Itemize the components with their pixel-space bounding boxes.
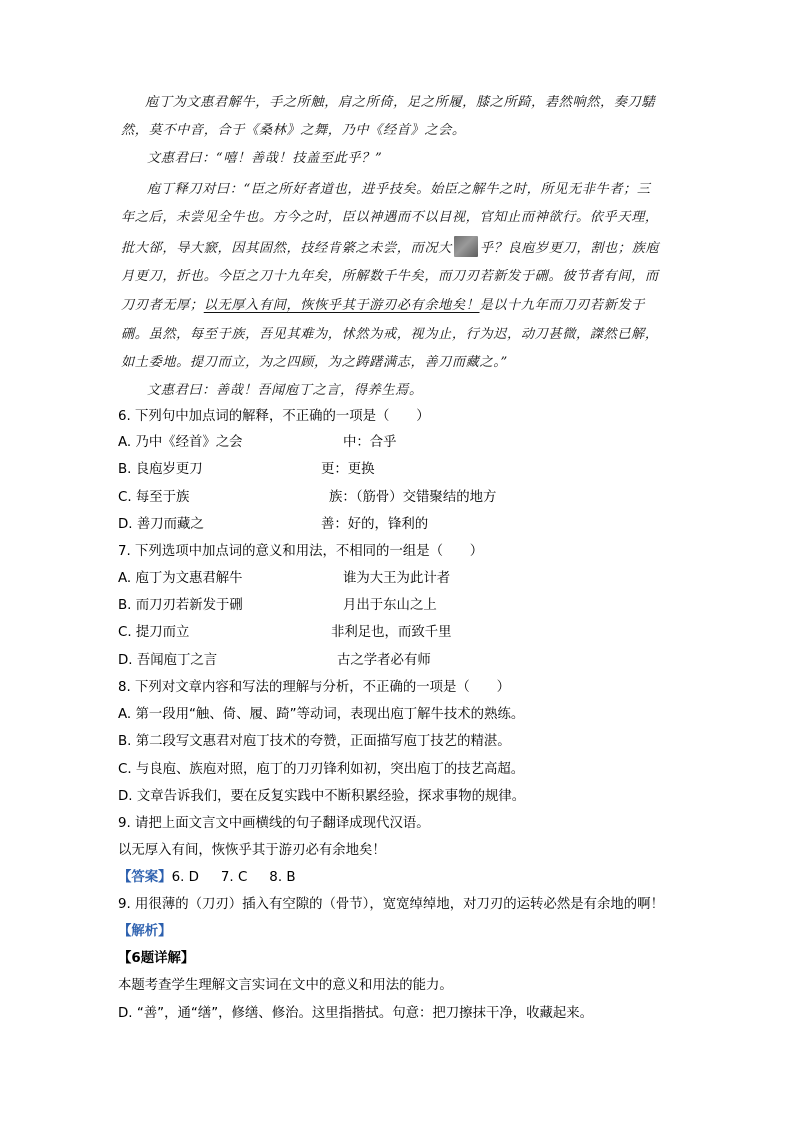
q6-option-d: D. 善刀而藏之 <box>118 517 204 532</box>
q6-option-b-gloss: 更：更换 <box>321 462 375 477</box>
question-8: 8. 下列对文章内容和写法的理解与分析，不正确的一项是（ ） <box>118 680 510 695</box>
q7-option-b: B. 而刀刃若新发于硎 <box>118 598 243 613</box>
question-9: 9. 请把上面文言文中画横线的句子翻译成现代汉语。 <box>118 816 430 831</box>
q7-option-c: C. 提刀而立 <box>118 625 190 640</box>
q8-option-b: B. 第二段写文惠君对庖丁技术的夸赞，正面描写庖丁技艺的精湛。 <box>118 734 511 749</box>
passage-line-10: 如土委地。提刀而立，为之四顾，为之踌躇满志，善刀而藏之。” <box>121 355 508 370</box>
q6-option-a: A. 乃中《经首》之会 <box>118 435 243 450</box>
analysis-label: 【解析】 <box>118 924 172 939</box>
analysis-line-2: D. “善”，通“缮”，修缮、修治。这里指揩拭。句意：把刀擦抹干净，收藏起来。 <box>118 1006 594 1021</box>
answer-6: 6. D <box>171 870 199 885</box>
q6-option-a-gloss: 中：合乎 <box>343 435 397 450</box>
q6-option-d-gloss: 善：好的，锋利的 <box>321 517 429 532</box>
q7-option-a: A. 庖丁为文惠君解牛 <box>118 571 243 586</box>
q6-option-c-gloss: 族：（筋骨）交错聚结的地方 <box>329 490 497 505</box>
answer-label: 【答案】 <box>118 870 172 885</box>
q8-option-c: C. 与良庖、族庖对照，庖丁的刀刃锋利如初，突出庖丁的技艺高超。 <box>118 762 525 777</box>
passage-line-8-b: 是以十九年而刀刃若新发于 <box>479 298 645 313</box>
q7-option-d-right: 古之学者必有师 <box>337 653 431 668</box>
q6-option-c: C. 每至于族 <box>118 490 190 505</box>
passage-line-4: 庖丁释刀对曰：“臣之所好者道也，进乎技矣。始臣之解牛之时，所见无非牛者；三 <box>147 182 651 197</box>
passage-line-5: 年之后，未尝见全牛也。方今之时，臣以神遇而不以目视，官知止而神欲行。依乎天理， <box>121 210 659 225</box>
q8-option-a: A. 第一段用“触、倚、履、踦”等动词，表现出庖丁解牛技术的熟练。 <box>118 707 525 722</box>
passage-line-1: 庖丁为文惠君解牛，手之所触，肩之所倚，足之所履，膝之所踦，砉然响然，奏刀騞 <box>145 95 656 110</box>
underlined-sentence: 以无厚入有间，恢恢乎其于游刃必有余地矣！ <box>203 298 480 313</box>
passage-line-7: 月更刀，折也。今臣之刀十九年矣，所解数千牛矣，而刀刃若新发于硎。彼节者有间，而 <box>121 269 659 284</box>
passage-line-6 <box>121 236 659 257</box>
question-7: 7. 下列选项中加点词的意义和用法，不相同的一组是（ ） <box>118 544 484 559</box>
passage-line-3: 文惠君曰：“嘻！善哉！技盖至此乎？” <box>147 151 383 166</box>
question-6: 6. 下列句中加点词的解释，不正确的一项是（ ） <box>118 409 430 424</box>
q7-option-c-right: 非利足也，而致千里 <box>331 625 452 640</box>
passage-line-6-b: 乎？良庖岁更刀，割也；族庖 <box>479 241 660 256</box>
passage-line-2: 然，莫不中音，合于《桑林》之舞，乃中《经首》之会。 <box>121 123 466 138</box>
answer-line <box>118 866 296 885</box>
q8-option-d: D. 文章告诉我们，要在反复实践中不断积累经验，探求事物的规律。 <box>118 789 526 804</box>
passage-line-9: 硎。虽然，每至于族，吾见其难为，怵然为戒，视为止，行为迟，动刀甚微，謋然已解， <box>121 327 659 342</box>
smudged-character <box>454 236 478 257</box>
passage-line-8 <box>121 294 645 313</box>
q7-option-b-right: 月出于东山之上 <box>343 598 437 613</box>
passage-line-6-a: 批大郤，导大窾，因其固然，技经肯綮之未尝，而况大 <box>121 241 452 256</box>
q7-option-a-right: 谁为大王为此计者 <box>343 571 451 586</box>
answer-8: 8. B <box>269 870 296 885</box>
passage-line-8-a: 刀刃者无厚； <box>121 298 204 313</box>
detail-heading: 【6题详解】 <box>118 951 195 966</box>
analysis-line-1: 本题考查学生理解文言实词在文中的意义和用法的能力。 <box>118 978 453 993</box>
q7-option-d: D. 吾闻庖丁之言 <box>118 653 218 668</box>
q9-sentence: 以无厚入有间，恢恢乎其于游刃必有余地矣！ <box>118 843 386 858</box>
answer-7: 7. C <box>220 870 248 885</box>
q6-option-b: B. 良庖岁更刀 <box>118 462 203 477</box>
answer-9: 9. 用很薄的（刀刃）插入有空隙的（骨节），宽宽绰绰地，对刀刃的运转必然是有余地的啊！ <box>118 897 664 912</box>
passage-line-11: 文惠君曰：善哉！吾闻庖丁之言，得养生焉。 <box>147 383 423 398</box>
